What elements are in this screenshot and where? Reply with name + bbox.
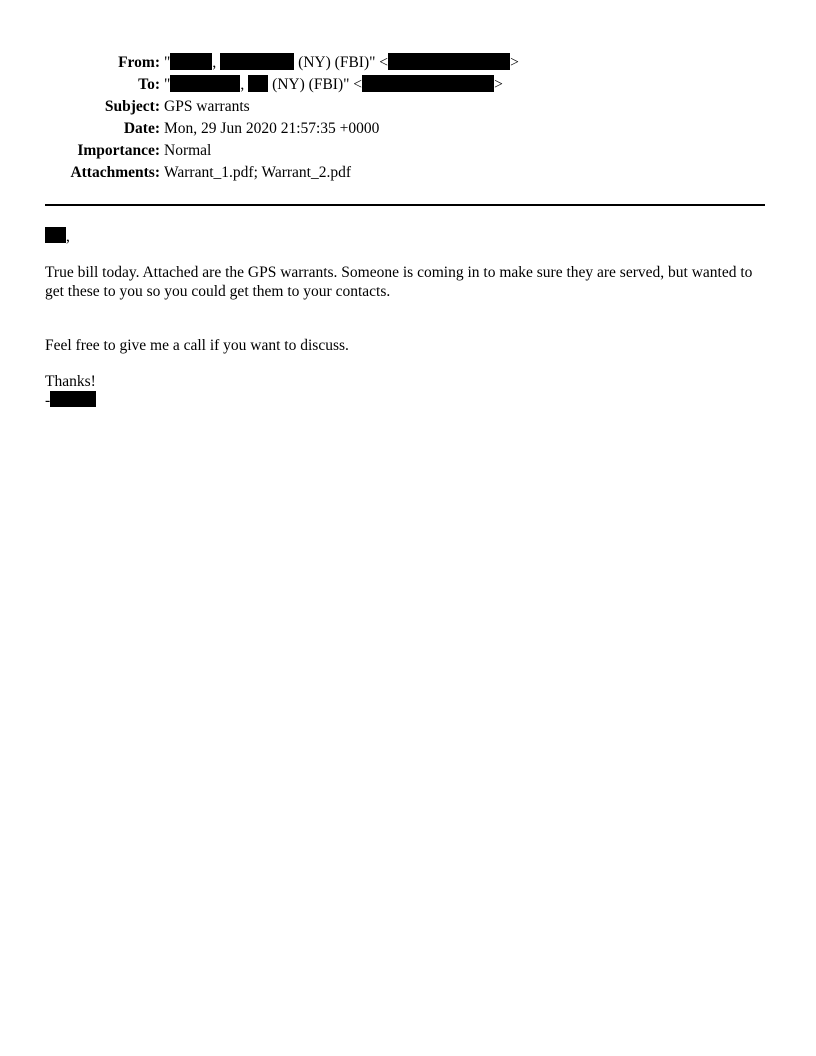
redaction-block — [170, 53, 212, 70]
header-divider — [45, 204, 765, 206]
to-suffix: (NY) (FBI)" < — [268, 76, 363, 93]
greeting — [45, 227, 767, 246]
body-paragraph: Feel free to give me a call if you want to discuss. — [45, 337, 349, 354]
attachments-row — [0, 163, 816, 185]
importance-label: Importance: — [77, 142, 160, 159]
from-row — [0, 53, 816, 75]
subject-row — [0, 97, 816, 119]
email-header — [0, 53, 816, 185]
to-quote-open: " — [164, 76, 171, 93]
to-close: > — [494, 76, 503, 93]
from-value — [164, 53, 519, 73]
importance-value: Normal — [164, 142, 212, 159]
from-comma: , — [212, 54, 217, 71]
body-paragraph: True bill today. Attached are the GPS warrants. Someone is coming in to make sure they are served, but wanted to get these to you so you could get them to your contacts. — [45, 264, 753, 300]
from-quote-open: " — [164, 54, 171, 71]
signature-prefix: - — [45, 392, 51, 409]
redaction-block — [50, 391, 96, 407]
subject-label: Subject: — [104, 98, 160, 115]
attachments-value: Warrant_1.pdf; Warrant_2.pdf — [164, 164, 352, 181]
date-value: Mon, 29 Jun 2020 21:57:35 +0000 — [164, 120, 380, 137]
to-comma: , — [240, 76, 245, 93]
redaction-block — [362, 75, 494, 92]
redaction-block — [248, 75, 268, 92]
from-close: > — [510, 54, 519, 71]
redaction-block — [45, 227, 66, 243]
from-suffix: (NY) (FBI)" < — [294, 54, 389, 71]
subject-value: GPS warrants — [164, 98, 250, 115]
attachments-label: Attachments: — [70, 164, 160, 181]
from-label: From: — [118, 54, 160, 71]
to-value — [164, 75, 503, 95]
signature — [45, 391, 767, 410]
to-row — [0, 75, 816, 97]
redaction-block — [170, 75, 240, 92]
importance-row — [0, 141, 816, 163]
to-label: To: — [138, 76, 160, 93]
closing: Thanks! — [45, 373, 96, 390]
redaction-block — [388, 53, 510, 70]
date-row — [0, 119, 816, 141]
redaction-block — [220, 53, 294, 70]
email-body — [45, 227, 767, 410]
greeting-suffix: , — [66, 228, 70, 245]
date-label: Date: — [123, 120, 160, 137]
